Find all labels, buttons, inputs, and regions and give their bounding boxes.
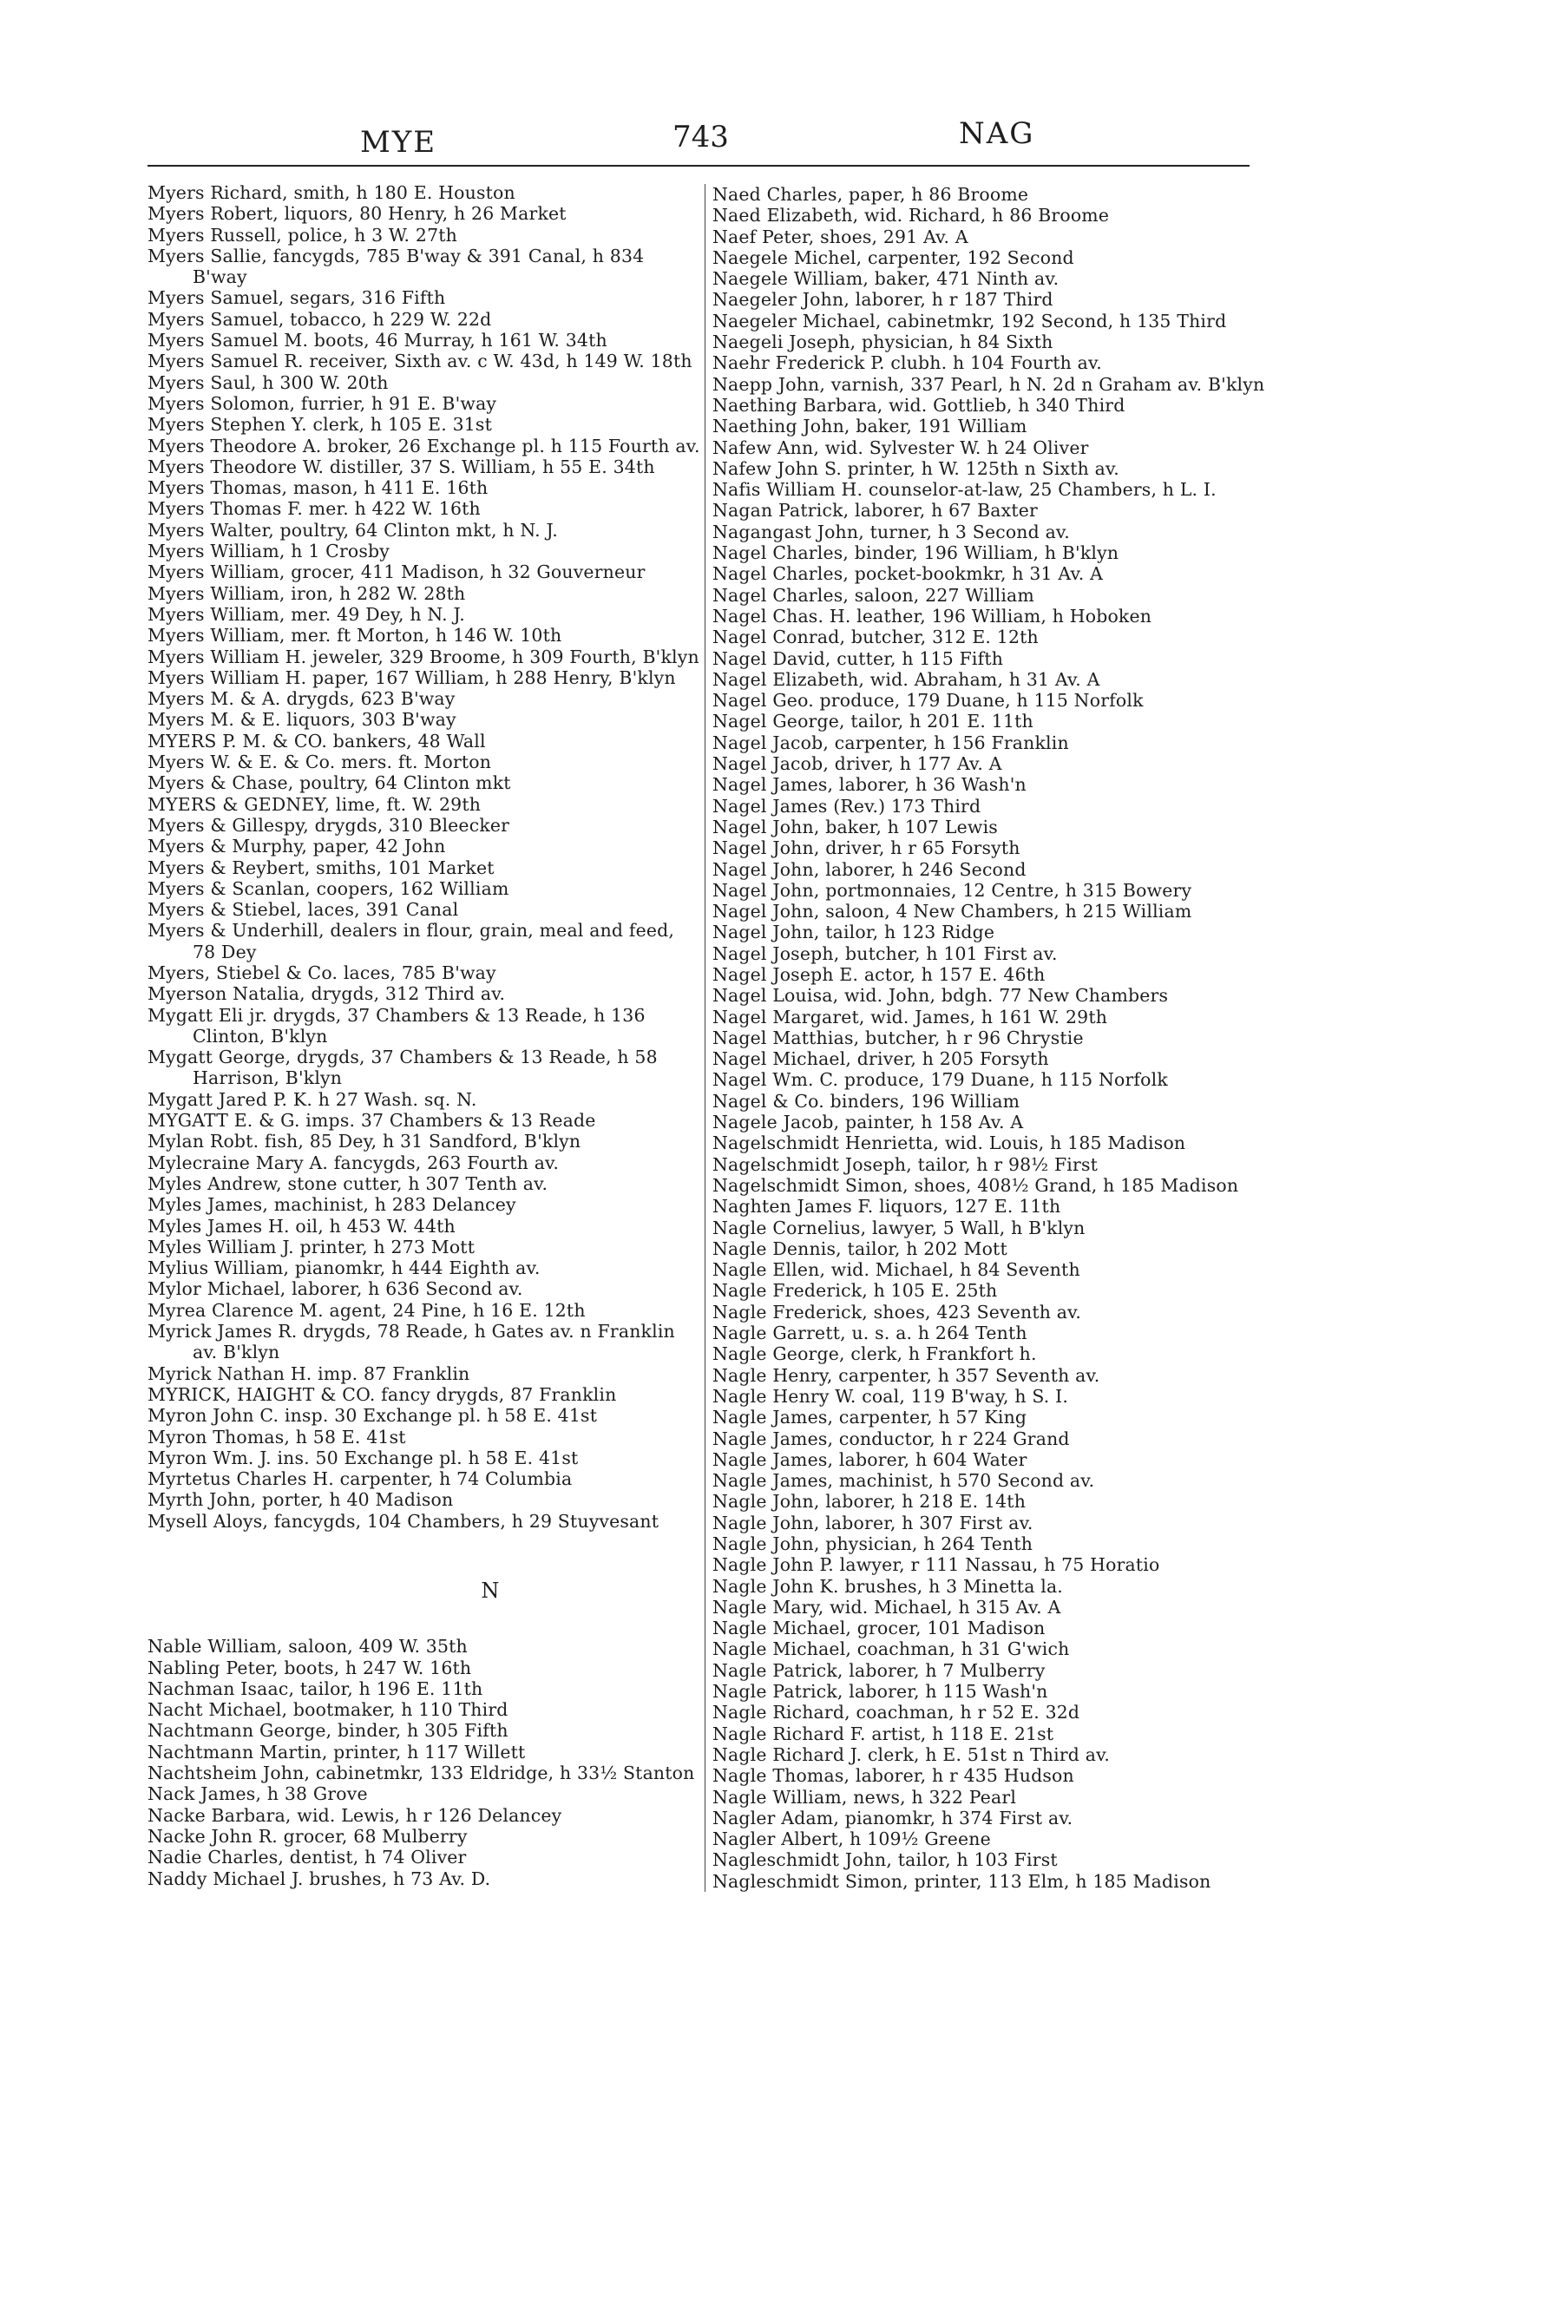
directory-entry: Mylor Michael, laborer, h 636 Second av. [148,1278,523,1300]
directory-entry: MYERS & GEDNEY, lime, ft. W. 29th [148,793,482,815]
directory-entry: Nagel & Co. binders, 196 William [712,1090,1020,1112]
header-right-guide: NAG [959,116,1035,151]
directory-entry: Myers & Murphy, paper, 42 John [148,836,446,857]
directory-entry: Nachtsheim John, cabinetmkr, 133 Eldridge, h 33½ Stanton [148,1763,695,1784]
directory-entry: Naething John, baker, 191 William [712,416,1027,437]
directory-entry: Nagelschmidt Simon, shoes, 408½ Grand, h 185 Madison [712,1174,1239,1196]
directory-entry: Nagel John, tailor, h 123 Ridge [712,922,995,943]
directory-entry: Mygatt Eli jr. drygds, 37 Chambers & 13 Reade, h 136 Clinton, B'klyn [148,1004,646,1047]
directory-entry: Myers & Chase, poultry, 64 Clinton mkt [148,772,511,794]
directory-entry: Nagel Louisa, wid. John, bdgh. 77 New Chambers [712,985,1169,1007]
directory-entry: Nagle Thomas, laborer, h r 435 Hudson [712,1765,1074,1787]
directory-entry: Myers & Underhill, dealers in flour, grain, meal and feed, 78 Dey [148,920,675,962]
directory-entry: Nagle William, news, h 322 Pearl [712,1786,1017,1808]
directory-entry: Nagele Jacob, painter, h 158 Av. A [712,1112,1024,1133]
directory-entry: Myrtetus Charles H. carpenter, h 74 Columbia [148,1468,573,1490]
directory-entry: Myers & Gillespy, drygds, 310 Bleecker [148,814,510,836]
directory-entry: Nafew John S. printer, h W. 125th n Sixth av. [712,457,1119,479]
directory-entry: Nagle Dennis, tailor, h 202 Mott [712,1237,1007,1259]
directory-entry: Nagle Mary, wid. Michael, h 315 Av. A [712,1596,1061,1618]
directory-entry: Myers Walter, poultry, 64 Clinton mkt, h N. J. [148,519,558,541]
directory-entry: Nabling Peter, boots, h 247 W. 16th [148,1657,472,1678]
directory-entry: Nagle James, conductor, h r 224 Grand [712,1428,1070,1449]
directory-entry: Myerson Natalia, drygds, 312 Third av. [148,983,506,1005]
directory-entry: Nagel John, driver, h r 65 Forsyth [712,837,1020,859]
directory-entry: Naegeler Michael, cabinetmkr, 192 Second, h 135 Third [712,310,1227,332]
directory-entry: Nagle Garrett, u. s. a. h 264 Tenth [712,1323,1027,1344]
directory-entry: Nagle Patrick, laborer, h 115 Wash'n [712,1681,1048,1703]
directory-entry: Myers William, mer. ft Morton, h 146 W. 10th [148,625,562,647]
directory-entry: Nagel John, baker, h 107 Lewis [712,816,998,837]
page-number: 743 [672,120,729,154]
directory-entry: Myers Solomon, furrier, h 91 E. B'way [148,392,497,414]
directory-entry: Mylan Robt. fish, 85 Dey, h 31 Sandford, B'klyn [148,1131,581,1152]
directory-entry: Nadie Charles, dentist, h 74 Oliver [148,1847,467,1868]
directory-entry: MYGATT E. & G. imps. 37 Chambers & 13 Reade [148,1110,596,1132]
directory-entry: Myers William H. paper, 167 William, h 288 Henry, B'klyn [148,666,676,688]
directory-entry: Nafis William H. counselor-at-law, 25 Chambers, h L. I. [712,479,1217,501]
directory-entry: Myers William, grocer, 411 Madison, h 32 Gouverneur [148,561,646,583]
left-entry-list [148,182,703,1532]
directory-entry: Nagle Richard F. artist, h 118 E. 21st [712,1723,1054,1744]
directory-entry: Myles James, machinist, h 283 Delancey [148,1194,516,1216]
right-column [705,184,1311,1892]
directory-entry: Naed Charles, paper, h 86 Broome [712,184,1029,205]
directory-entry: Nacke John R. grocer, 68 Mulberry [148,1825,468,1847]
directory-entry: Myers Theodore W. distiller, 37 S. William, h 55 E. 34th [148,456,655,477]
directory-entry: Nagle Richard J. clerk, h E. 51st n Third av. [712,1743,1111,1765]
directory-entry: Nagel Joseph E. actor, h 157 E. 46th [712,963,1046,985]
directory-entry: Nagle Cornelius, lawyer, 5 Wall, h B'klyn [712,1217,1086,1238]
directory-entry: Myron Thomas, h 58 E. 41st [148,1426,406,1448]
directory-entry: Nagel John, laborer, h 246 Second [712,858,1027,880]
directory-entry: Nagle John, physician, h 264 Tenth [712,1533,1033,1554]
directory-entry: Myers Samuel R. receiver, Sixth av. c W. 43d, h 149 W. 18th [148,351,692,372]
directory-entry: Nacke Barbara, wid. Lewis, h r 126 Delancey [148,1804,562,1826]
directory-entry: Myles Andrew, stone cutter, h 307 Tenth av. [148,1172,548,1194]
directory-entry: Nagel Charles, binder, 196 William, h B'klyn [712,542,1119,564]
directory-entry: Naehr Frederick P. clubh. h 104 Fourth av. [712,352,1102,374]
directory-entry: Nagle Richard, coachman, h r 52 E. 32d [712,1702,1080,1723]
directory-entry: Myers William H. jeweler, 329 Broome, h 309 Fourth, B'klyn [148,646,699,667]
directory-entry: Myles James H. oil, h 453 W. 44th [148,1215,456,1237]
directory-entry: Naed Elizabeth, wid. Richard, h 86 Broome [712,205,1110,226]
directory-entry: Myers Russell, police, h 3 W. 27th [148,224,457,246]
directory-entry: Myers Robert, liquors, 80 Henry, h 26 Market [148,203,567,225]
directory-entry: Nachtmann George, binder, h 305 Fifth [148,1720,508,1742]
directory-entry: Nagleschmidt John, tailor, h 103 First [712,1849,1058,1871]
directory-entry: Nagel John, portmonnaies, 12 Centre, h 315 Bowery [712,879,1192,901]
directory-entry: Myers Samuel, tobacco, h 229 W. 22d [148,308,492,330]
section-letter: N [481,1579,500,1603]
directory-entry: Nagle Frederick, h 105 E. 25th [712,1280,998,1302]
directory-entry: Nagle Henry W. coal, 119 B'way, h S. I. [712,1385,1069,1407]
directory-entry: Nagle James, machinist, h 570 Second av. [712,1470,1095,1492]
directory-entry: Nagelschmidt Joseph, tailor, h r 98½ First [712,1153,1099,1175]
directory-entry: Nagel James (Rev.) 173 Third [712,795,981,817]
directory-entry: Nagle Henry, carpenter, h 357 Seventh av. [712,1364,1100,1386]
directory-entry: Nagel Elizabeth, wid. Abraham, h 31 Av. A [712,668,1100,690]
directory-entry: Nachman Isaac, tailor, h 196 E. 11th [148,1677,483,1699]
directory-entry: Nagel Matthias, butcher, h r 96 Chrystie [712,1027,1084,1048]
directory-entry: Myles William J. printer, h 273 Mott [148,1236,476,1257]
directory-entry: Nagan Patrick, laborer, h 67 Baxter [712,500,1038,522]
directory-entry: Nagleschmidt Simon, printer, 113 Elm, h 185 Madison [712,1870,1211,1892]
directory-entry: Myrick Nathan H. imp. 87 Franklin [148,1362,470,1384]
directory-entry: Naegeli Joseph, physician, h 84 Sixth [712,332,1053,353]
directory-entry: Nagel Wm. C. produce, 179 Duane, h 115 Norfolk [712,1069,1168,1091]
directory-entry: Myers M. & E. liquors, 303 B'way [148,709,456,731]
directory-entry: Nagle George, clerk, h Frankfort h. [712,1343,1037,1365]
directory-entry: Nagel James, laborer, h 36 Wash'n [712,774,1027,796]
directory-entry: Myers M. & A. drygds, 623 B'way [148,688,456,710]
directory-entry: Myers, Stiebel & Co. laces, 785 B'way [148,962,496,983]
directory-entry: Nagel Michael, driver, h 205 Forsyth [712,1048,1049,1070]
directory-entry: Myers & Stiebel, laces, 391 Canal [148,899,459,921]
directory-entry: Myers Richard, smith, h 180 E. Houston [148,182,515,203]
directory-entry: Myers Thomas, mason, h 411 E. 16th [148,477,489,499]
directory-entry: Nagler Albert, h 109½ Greene [712,1828,991,1850]
directory-entry: Nack James, h 38 Grove [148,1783,368,1805]
directory-entry: Nagel Chas. H. leather, 196 William, h Hoboken [712,605,1152,627]
header-left-guide: MYE [360,125,437,160]
directory-entry: Myron Wm. J. ins. 50 Exchange pl. h 58 E. 41st [148,1447,579,1468]
directory-entry: Naegele William, baker, 471 Ninth av. [712,268,1060,290]
directory-entry: Nagel John, saloon, 4 New Chambers, h 215 William [712,901,1192,922]
directory-entry: Myrick James R. drygds, 78 Reade, h Gates av. n Franklin av. B'klyn [148,1321,675,1363]
directory-entry: Myers Sallie, fancygds, 785 B'way & 391 Canal, h 834 B'way [148,245,645,288]
directory-entry: Nagel Margaret, wid. James, h 161 W. 29th [712,1006,1108,1027]
directory-entry: Nagelschmidt Henrietta, wid. Louis, h 185 Madison [712,1132,1186,1154]
directory-entry: Myers William, iron, h 282 W. 28th [148,582,466,604]
directory-entry: Myers Samuel, segars, 316 Fifth [148,287,446,309]
directory-entry: Myers Thomas F. mer. h 422 W. 16th [148,498,481,520]
directory-entry: Naegeler John, laborer, h r 187 Third [712,289,1053,311]
directory-entry: Naddy Michael J. brushes, h 73 Av. D. [148,1868,491,1889]
directory-entry: Myers & Scanlan, coopers, 162 William [148,877,509,899]
directory-entry: Myers Samuel M. boots, 46 Murray, h 161 W. 34th [148,330,607,351]
directory-entry: Nagel Jacob, carpenter, h 156 Franklin [712,732,1069,753]
left-column [148,182,703,1889]
directory-entry: Nable William, saloon, 409 W. 35th [148,1636,468,1658]
directory-entry: Nagle James, laborer, h 604 Water [712,1448,1027,1470]
directory-entry: Myers William, h 1 Crosby [148,541,390,562]
directory-entry: Nagle Michael, grocer, 101 Madison [712,1618,1046,1639]
directory-entry: Myron John C. insp. 30 Exchange pl. h 58 E. 41st [148,1405,598,1427]
directory-entry: Mygatt George, drygds, 37 Chambers & 13 Reade, h 58 Harrison, B'klyn [148,1047,658,1089]
page-header [148,111,1250,167]
directory-entry: Myers & Reybert, smiths, 101 Market [148,857,495,878]
directory-entry: Naef Peter, shoes, 291 Av. A [712,226,968,247]
directory-entry: Nagangast John, turner, h 3 Second av. [712,521,1070,542]
directory-entry: Myers Theodore A. broker, 26 Exchange pl. h 115 Fourth av. [148,435,700,456]
left-entry-list-n [148,1636,703,1889]
directory-entry: Nagle Frederick, shoes, 423 Seventh av. [712,1301,1082,1323]
directory-entry: Mygatt Jared P. K. h 27 Wash. sq. N. [148,1088,477,1110]
directory-entry: Mylecraine Mary A. fancygds, 263 Fourth av. [148,1152,560,1173]
directory-entry: Nagel David, cutter, h 115 Fifth [712,647,1004,669]
directory-entry: Nacht Michael, bootmaker, h 110 Third [148,1699,508,1721]
directory-entry: Nagle John K. brushes, h 3 Minetta la. [712,1575,1063,1597]
directory-entry: Nagel Charles, pocket-bookmkr, h 31 Av. A [712,563,1104,585]
directory-entry: Naething Barbara, wid. Gottlieb, h 340 Third [712,394,1125,416]
directory-entry: Myers Saul, h 300 W. 20th [148,371,389,393]
directory-entry: Nagler Adam, pianomkr, h 374 First av. [712,1807,1073,1828]
directory-entry: Mylius William, pianomkr, h 444 Eighth av. [148,1257,541,1279]
directory-entry: Nagle John, laborer, h 218 E. 14th [712,1491,1027,1513]
directory-entry: Nafew Ann, wid. Sylvester W. h 24 Oliver [712,437,1089,458]
directory-entry: Myers W. & E. & Co. mers. ft. Morton [148,752,492,773]
directory-entry: Nagel Geo. produce, 179 Duane, h 115 Norfolk [712,690,1144,712]
directory-entry: Nagle John P. lawyer, r 111 Nassau, h 75 Horatio [712,1554,1160,1576]
directory-entry: Naegele Michel, carpenter, 192 Second [712,246,1074,268]
directory-entry: Nagel Charles, saloon, 227 William [712,584,1034,606]
directory-entry: Nagle John, laborer, h 307 First av. [712,1512,1033,1533]
directory-entry: Nagel George, tailor, h 201 E. 11th [712,711,1033,732]
directory-entry: Nachtmann Martin, printer, h 117 Willett [148,1741,526,1763]
directory-entry: Myers Stephen Y. clerk, h 105 E. 31st [148,414,492,436]
directory-entry: Nagel Jacob, driver, h 177 Av. A [712,753,1002,775]
directory-entry: MYRICK, HAIGHT & CO. fancy drygds, 87 Franklin [148,1383,617,1405]
directory-entry: MYERS P. M. & CO. bankers, 48 Wall [148,730,486,752]
directory-entry: Nagel Joseph, butcher, h 101 First av. [712,942,1058,964]
directory-entry: Nagle Ellen, wid. Michael, h 84 Seventh [712,1259,1080,1281]
right-entry-list [712,184,1311,1892]
directory-entry: Nagel Conrad, butcher, 312 E. 12th [712,627,1039,648]
directory-entry: Myrth John, porter, h 40 Madison [148,1489,454,1511]
directory-entry: Naepp John, varnish, 337 Pearl, h N. 2d n Graham av. B'klyn [712,373,1265,395]
directory-entry: Nagle Patrick, laborer, h 7 Mulberry [712,1659,1046,1681]
directory-entry: Mysell Aloys, fancygds, 104 Chambers, h 29 Stuyvesant [148,1510,659,1532]
directory-entry: Naghten James F. liquors, 127 E. 11th [712,1196,1061,1218]
directory-entry: Myrea Clarence M. agent, 24 Pine, h 16 E. 12th [148,1299,586,1321]
directory-entry: Nagle James, carpenter, h 57 King [712,1407,1027,1428]
directory-entry: Nagle Michael, coachman, h 31 G'wich [712,1638,1070,1660]
directory-entry: Myers William, mer. 49 Dey, h N. J. [148,603,465,625]
